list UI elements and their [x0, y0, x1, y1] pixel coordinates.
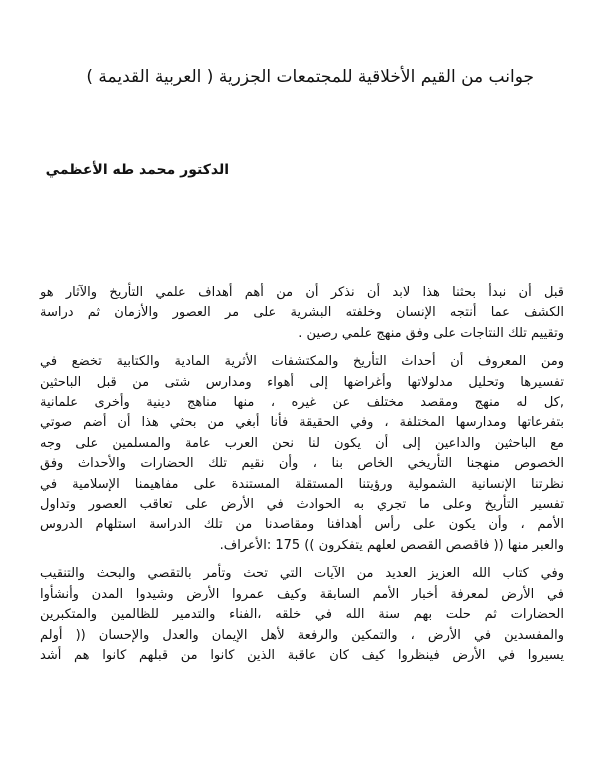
- text-line: الكشف عما أنتجه الإنسان وخلفته البشرية على مر العصور والأزمان ثم دراسة: [40, 305, 564, 321]
- text-line: مع الباحثين والداعين إلى أن يكون لنا نحن العرب عامة والمسلمين على وجه: [40, 435, 564, 451]
- text-line: وفي كتاب الله العزيز العديد من الآيات التي تحث وتأمر بالتقصي والبحث والتنقيب: [40, 566, 564, 582]
- document-body: [40, 283, 564, 674]
- text-line: ومن المعروف أن أحداث التأريخ والمكتشفات الأثرية المادية والكتابية تخضع في: [40, 354, 564, 370]
- text-line: وتقييم تلك النتاجات على وفق منهج علمي رصين .: [298, 325, 564, 341]
- paragraph: [40, 564, 564, 666]
- text-line: قبل أن نبدأ بحثنا هذا لابد أن نذكر أن من أهم أهداف علمي التأريخ والآثار هو: [40, 285, 564, 300]
- text-line: بتفرعاتها ومدارسها المختلفة ، وفي الحقيقة فأنا أبغي من بحثي هذا أن أضم صوتي: [40, 415, 564, 431]
- text-line: الأمم ، وأن يكون على رأس أهدافنا ومقاصدنا من تلك الدراسة استلهام الدروس: [40, 517, 564, 533]
- text-line: في الأرض لمعرفة أخبار الأمم السابقة وكيف عمروا الأرض وشيدوا المدن وأنشأوا: [40, 586, 564, 602]
- text-line: ,كل له منهج ومقصد مختلف عن غيره ، منها مناهج دينية وأخرى علمانية: [40, 395, 564, 411]
- paragraph: [40, 352, 564, 556]
- author-name: الدكتور محمد طه الأعظمي: [45, 162, 229, 178]
- text-line: تفسير التأريخ وعلى ما تجري به الحوادث في الأرض على تعاقب العصور وتداول: [40, 497, 564, 513]
- paragraph: [40, 283, 564, 344]
- text-line: الحضارات ثم حلت بهم سنة الله في خلقه ،الفناء والتدمير للظالمين والمتكبرين: [40, 607, 564, 623]
- document-title: جوانب من القيم الأخلاقية للمجتمعات الجزرية ( العربية القديمة ): [86, 67, 534, 87]
- text-line: تفسيرها وتحليل مدلولاتها وأغراضها إلى أهواء ومدارس شتى من قبل الباحثين: [40, 374, 564, 390]
- text-line: يسيروا في الأرض فينظروا كيف كان عاقبة الذين كانوا من قبلهم كانوا هم أشد: [40, 647, 564, 663]
- text-line: والمفسدين في الأرض ، والتمكين والرفعة لأهل الإيمان والعدل والإحسان (( أولم: [40, 627, 564, 643]
- text-line: نظرتنا الإنسانية الشمولية ورؤيتنا المستقلة المستندة على مفاهيمنا الإسلامية في: [40, 476, 564, 492]
- text-line: والعبر منها (( فاقصص القصص لعلهم يتفكرون )) 175 :الأعراف.: [219, 537, 564, 553]
- text-line: الخصوص منهجنا التأريخي الخاص بنا ، وأن نقيم تلك الحضارات والأحداث وفق: [40, 456, 564, 472]
